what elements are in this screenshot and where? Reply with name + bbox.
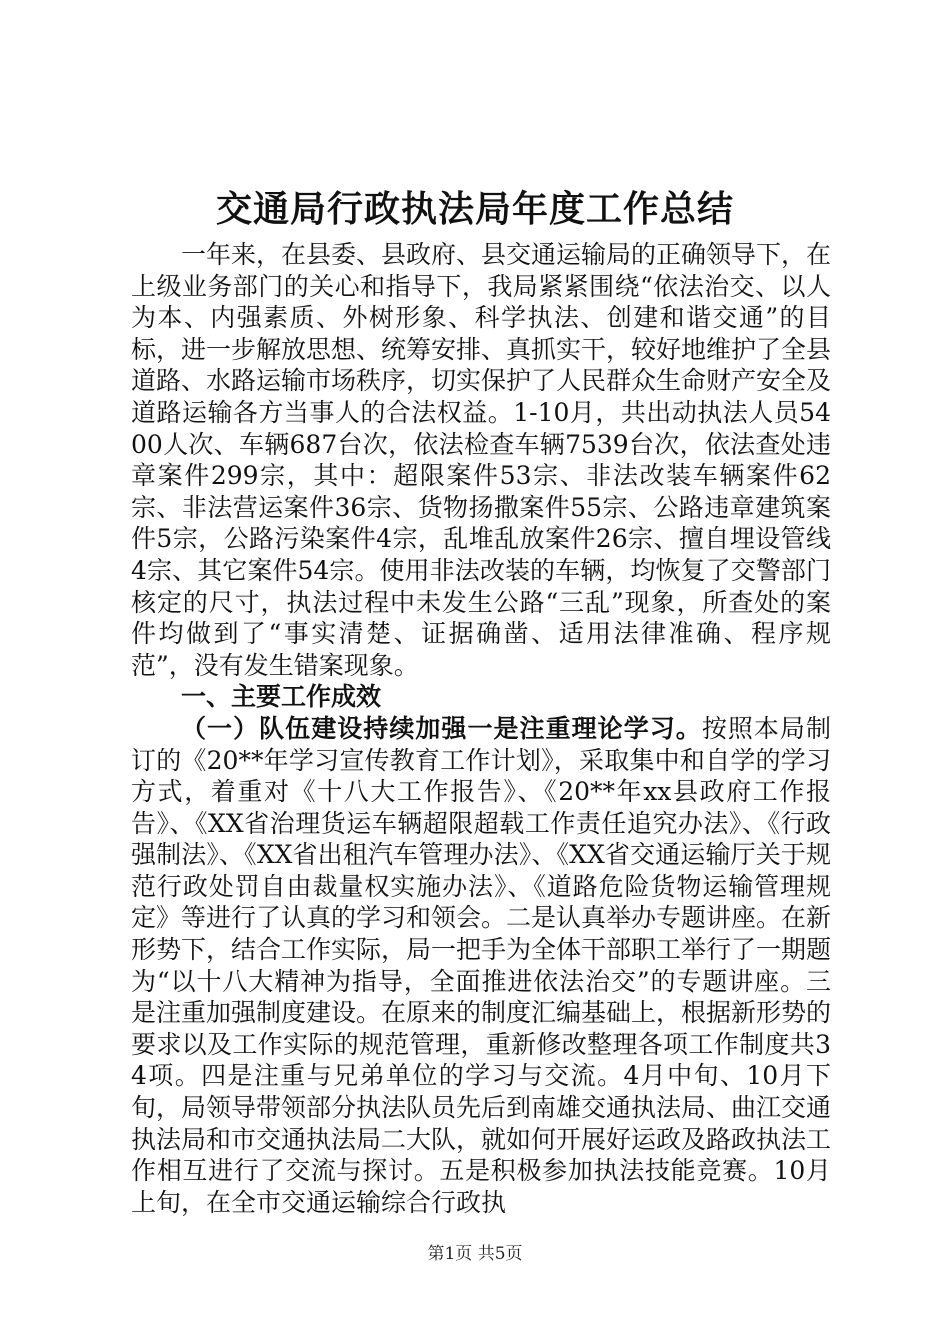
page-footer: 第1页 共5页 — [427, 1244, 523, 1264]
subsection-lead-team-building: （一）队伍建设持续加强一是注重理论学习。 — [181, 713, 702, 743]
section-paragraph-team-building — [131, 713, 831, 1219]
intro-paragraph: 一年来，在县委、县政府、县交通运输局的正确领导下，在上级业务部门的关心和指导下，我局紧紧围绕“依法治交、以人为本、内强素质、外树形象、科学执法、创建和谐交通”的目标，进一步解放思想、统筹安排、真抓实干，较好地维护了全县道路、水路运输市场秩序，切实保护了人民群众生命财产安全及道路运输各方当事人的合法权益。1-10月，共出动执法人员5400人次、车辆687台次，依法检查车辆7539台次，依法查处违章案件299宗，其中：超限案件53宗、非法改装车辆案件62宗、非法营运案件36宗、货物扬撒案件55宗、公路违章建筑案件5宗，公路污染案件4宗，乱堆乱放案件26宗、擅自埋设管线4宗、其它案件54宗。使用非法改装的车辆，均恢复了交警部门核定的尺寸，执法过程中未发生公路“三乱”现象，所查处的案件均做到了“事实清楚、证据确凿、适用法律准确、程序规范”，没有发生错案现象。 — [131, 240, 832, 680]
document-title: 交通局行政执法局年度工作总结 — [215, 189, 734, 230]
subsection-body-team-building: 按照本局制订的《20**年学习宣传教育工作计划》，采取集中和自学的学习方式，着重对《十八大工作报告》、《20**年xx县政府工作报告》、《XX省治理货运车辆超限超载工作责任追究办法》、《行政强制法》、《XX省出租汽车管理办法》、《XX省交通运输厅关于规范行政处罚自由裁量权实施办法》、《道路危险货物运输管理规定》等进行了认真的学习和领会。二是认真举办专题讲座。在新形势下，结合工作实际，局一把手为全体干部职工举行了一期题为“以十八大精神为指导，全面推进依法治交”的专题讲座。三是注重加强制度建设。在原来的制度汇编基础上，根据新形势的要求以及工作实际的规范管理，重新修改整理各项工作制度共34项。四是注重与兄弟单位的学习与交流。4月中旬、10月下旬，局领导带领部分执法队员先后到南雄交通执法局、曲江交通执法局和市交通执法局二大队，就如何开展好运政及路政执法工作相互进行了交流与探讨。五是积极参加执法技能竞赛。10月上旬，在全市交通运输综合行政执 — [131, 713, 832, 1217]
document-body — [131, 239, 831, 1218]
section-heading-main-results: 一、主要工作成效 — [181, 682, 382, 712]
